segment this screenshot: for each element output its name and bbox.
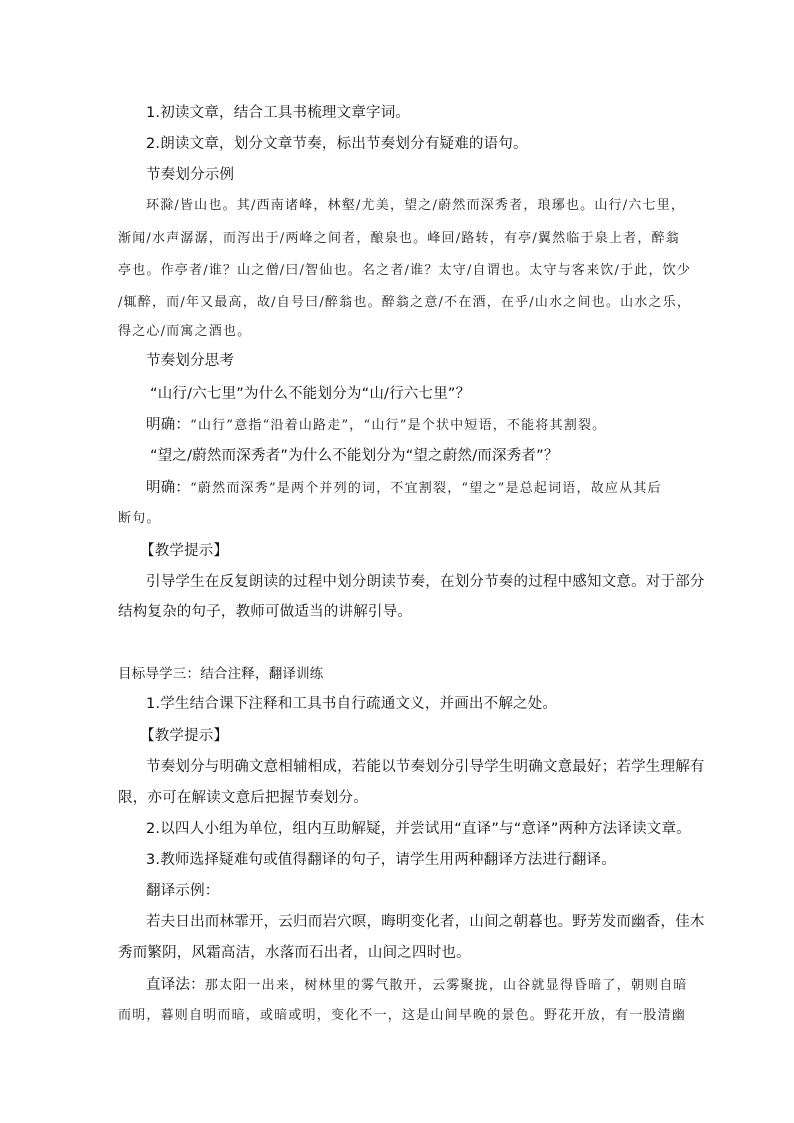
teaching-tip-2-line-2: 限，亦可在解读文意后把握节奏划分。 <box>118 790 368 806</box>
direct-translation-label: 直译法： <box>146 977 205 993</box>
teaching-tip-heading-1: 【教学提示】 <box>140 543 229 559</box>
direct-translation-line-1 <box>146 970 688 1001</box>
step-2-text: 2.朗读文章，划分文章节奏，标出节奏划分有疑难的语句。 <box>146 136 528 152</box>
teaching-tip-1-line-2: 结构复杂的句子，教师可做适当的讲解引导。 <box>118 604 412 620</box>
direct-translation-text: 那太阳一出来，树林里的雾气散开，云雾聚拢，山谷就显得昏暗了，朝则自暗 <box>204 978 688 993</box>
answer-2-text-line-1: “蔚然而深秀”是两个并列的词，不宜割裂，“望之”是总起词语，故应从其后 <box>190 481 662 496</box>
section-3-heading: 目标导学三：结合注释，翻译训练 <box>118 666 324 682</box>
rhythm-example-line-5: 得之心/而寓之酒也。 <box>118 324 252 339</box>
original-text-line-2: 秀而繁阴，风霜高洁，水落而石出者，山间之四时也。 <box>118 945 471 961</box>
rhythm-example-line-4: /辄醉，而/年又最高，故/自号曰/醉翁也。醉翁之意/不在酒，在乎/山水之间也。山水之乐， <box>118 295 692 310</box>
step-1-text: 1.初读文章，结合工具书梳理文章字词。 <box>146 105 411 121</box>
teaching-tip-2-line-1: 节奏划分与明确文意相辅相成，若能以节奏划分引导学生明确文意最好；若学生理解有 <box>146 759 705 775</box>
answer-1-label: 明确： <box>146 417 191 433</box>
answer-1 <box>146 410 678 441</box>
answer-2-label: 明确： <box>146 480 191 496</box>
section-3-step-1: 1.学生结合课下注释和工具书自行疏通文义，并画出不解之处。 <box>146 696 558 712</box>
answer-2 <box>146 473 678 504</box>
section-3-step-3: 3.教师选择疑难句或值得翻译的句子，请学生用两种翻译方法进行翻译。 <box>146 852 616 868</box>
teaching-tip-heading-2: 【教学提示】 <box>140 728 229 744</box>
rhythm-example-heading: 节奏划分示例 <box>146 167 235 183</box>
direct-translation-line-2: 而明，暮则自明而暗，或暗或明，变化不一，这是山间早晚的景色。野花开放，有一股清幽 <box>118 1008 687 1023</box>
rhythm-example-line-2: 渐闻/水声潺潺，而泻出于/两峰之间者，酿泉也。峰回/路转，有亭/翼然临于泉上者，醉翁 <box>118 231 680 246</box>
section-3-step-2: 2.以四人小组为单位，组内互助解疑，并尝试用“直译”与“意译”两种方法译读文章。 <box>146 821 691 837</box>
question-2: “望之/蔚然而深秀者”为什么不能划分为“望之蔚然/而深秀者”？ <box>150 448 559 464</box>
answer-2-text-line-2: 断句。 <box>118 511 161 526</box>
answer-1-text: “山行”意指“沿着山路走”，“山行”是个状中短语，不能将其割裂。 <box>190 418 607 433</box>
translation-example-label: 翻译示例： <box>146 883 220 899</box>
question-1: “山行/六七里”为什么不能划分为“山/行六七里”？ <box>150 386 471 402</box>
rhythm-example-line-3: 亭也。作亭者/谁？山之僧/曰/智仙也。名之者/谁？太守/自谓也。太守与客来饮/于此，饮少 <box>118 263 692 278</box>
original-text-line-1: 若夫日出而林霏开，云归而岩穴暝，晦明变化者，山间之朝暮也。野芳发而幽香，佳木 <box>146 914 705 930</box>
rhythm-thinking-heading: 节奏划分思考 <box>146 353 235 369</box>
rhythm-example-line-1: 环滁/皆山也。其/西南诸峰，林壑/尤美，望之/蔚然而深秀者，琅琊也。山行/六七里， <box>146 198 686 213</box>
teaching-tip-1-line-1: 引导学生在反复朗读的过程中划分朗读节奏，在划分节奏的过程中感知文意。对于部分 <box>146 574 705 590</box>
